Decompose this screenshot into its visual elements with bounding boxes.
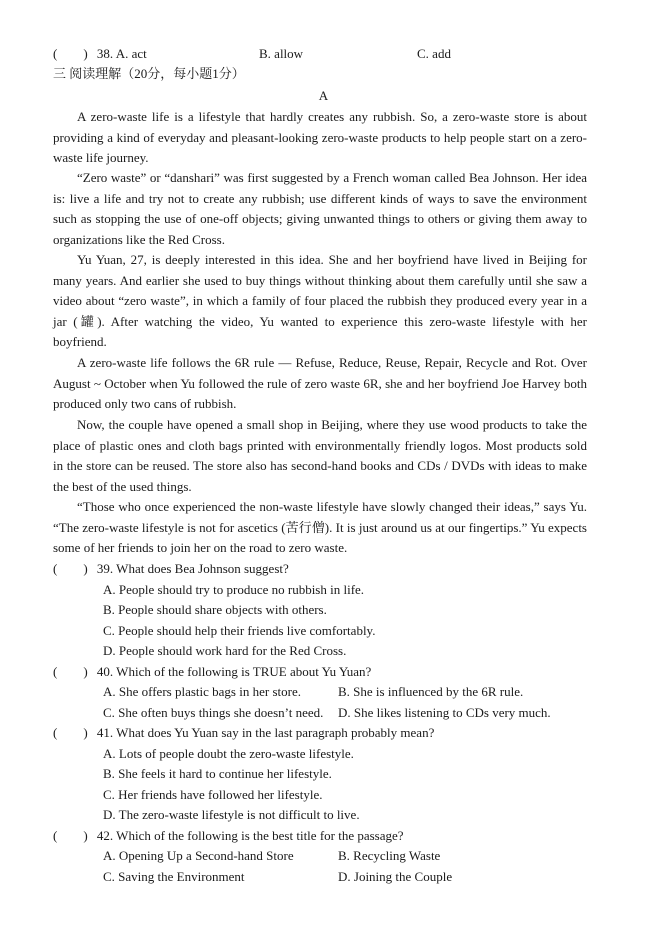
paragraph-2: “Zero waste” or “danshari” was first suggested by a French woman called Bea Johnson. Her idea is: live a life and try not to create any rubbish; use different kinds of ways to save the environment such as stopping the use of one-off objects; giving unwanted things to others or giving them away to organizations like the Red Cross. [53,170,587,247]
paragraph-1: A zero-waste life is a lifestyle that hardly creates any rubbish. So, a zero-waste store is about providing a kind of everyday and pleasant-looking zero-waste products to help people start on a zero-waste life journey. [53,109,587,165]
question-stem: 41. What does Yu Yuan say in the last paragraph probably mean? [96,725,435,740]
option-d: D. People should work hard for the Red Cross. [103,643,347,658]
paragraph-5: Now, the couple have opened a small shop in Beijing, where they use wood products to take the place of plastic ones and cloth bags printed with environmentally friendly logos. Most products sold in the store can be reused. The store also has second-hand books and CDs / DVDs with ideas to make the best of the used things. [53,417,587,494]
question-stem: 39. What does Bea Johnson suggest? [96,561,289,576]
section-heading: 三 阅读理解（20分，每小题1分） [53,66,245,81]
answer-bracket: ( ) [53,725,88,740]
option-b: B. Recycling Waste [338,848,441,863]
paragraph-6: “Those who once experienced the non-waste lifestyle have slowly changed their ideas,” says Yu. “The zero-waste lifestyle is not for ascetics (苦行僧). It is just around us at our fingertips.” Yu expects some of her friends to join her on the road to zero waste. [53,499,587,555]
paragraph-4: A zero-waste life follows the 6R rule — Refuse, Reduce, Reuse, Repair, Recycle and Rot. Over August ~ October when Yu followed the rule of zero waste 6R, she and her boyfriend Joe Harvey both produced only two cans of rubbish. [53,355,587,411]
option-b: B. She is influenced by the 6R rule. [338,684,524,699]
question-39 [53,561,289,577]
q38-bracket: ( ) [53,46,88,61]
answer-bracket: ( ) [53,828,88,843]
question-40 [53,664,371,680]
q38-option-a: 38. A. act [96,46,147,61]
option-c: C. Saving the Environment [103,869,245,884]
q38-row [53,46,147,62]
option-b: B. People should share objects with others. [103,602,327,617]
option-a: A. People should try to produce no rubbish in life. [103,582,365,597]
q38-option-c: C. add [417,46,451,61]
option-a: A. She offers plastic bags in her store. [103,684,301,699]
q38-option-b: B. allow [259,46,304,61]
option-d: D. The zero-waste lifestyle is not difficult to live. [103,807,360,822]
answer-bracket: ( ) [53,561,88,576]
option-a: A. Opening Up a Second-hand Store [103,848,294,863]
question-stem: 40. Which of the following is TRUE about Yu Yuan? [96,664,372,679]
option-d: D. Joining the Couple [338,869,453,884]
question-42 [53,828,404,844]
answer-bracket: ( ) [53,664,88,679]
option-d: D. She likes listening to CDs very much. [338,705,551,720]
question-41 [53,725,434,741]
option-c: C. Her friends have followed her lifestyle. [103,787,323,802]
question-stem: 42. Which of the following is the best title for the passage? [96,828,404,843]
option-c: C. People should help their friends live comfortably. [103,623,376,638]
option-a: A. Lots of people doubt the zero-waste lifestyle. [103,746,354,761]
passage-label: A [318,88,329,103]
option-b: B. She feels it hard to continue her lifestyle. [103,766,332,781]
paragraph-3: Yu Yuan, 27, is deeply interested in this idea. She and her boyfriend have lived in Beijing for many years. And earlier she used to buy things without thinking about them carefully until she saw a video about “zero waste”, in which a family of four placed the rubbish they produced every year in a jar (罐). After watching the video, Yu wanted to experience this zero-waste lifestyle with her boyfriend. [53,252,587,349]
option-c: C. She often buys things she doesn’t need. [103,705,324,720]
